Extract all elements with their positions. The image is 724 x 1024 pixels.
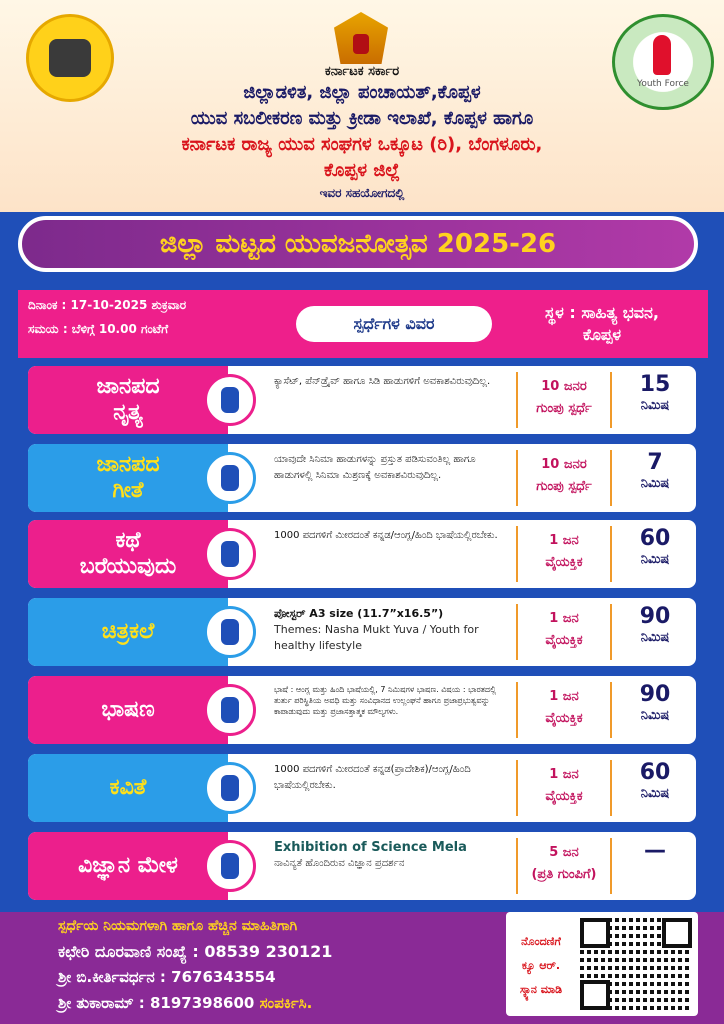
- event-title-banner: ಜಿಲ್ಲಾ ಮಟ್ಟದ ಯುವಜನೋತ್ಸವ 2025-26: [18, 216, 698, 272]
- event-description: ಯಾವುದೇ ಸಿನಿಮಾ ಹಾಡುಗಳನ್ನು ಪ್ರಸ್ತುತ ಪಡಿಸುವಂತಿಲ್ಲ ಹಾಗೂ ಹಾಡುಗಳಲ್ಲಿ ಸಿನಿಮಾ ಮಿಶ್ರಣಕ್ಕೆ ಅವಕಾಶವಿರುವುದಿಲ್ಲ.: [274, 454, 476, 481]
- header: [0, 0, 724, 212]
- dance-icon: [204, 374, 256, 426]
- pen-icon: [204, 762, 256, 814]
- event-description: ಭಾಷೆ : ಆಂಗ್ಲ ಮತ್ತು ಹಿಂದಿ ಭಾಷೆಯಲ್ಲಿ, 7 ನಿಮಿಷಗಳ ಭಾಷಣ. ವಿಷಯ : ಭಾರತದಲ್ಲಿ ತುರ್ತು ಪರಿಸ್ಥಿತಿಯ ಅವಧಿ ಮತ್ತು ಸಂವಿಧಾನದ ಉಲ್ಲಂಘನೆ ಹಾಗೂ ಪ್ರಜಾಪ್ರಭುತ್ವವನ್ನು ಕಾಪಾಡುವುದು ಮತ್ತು ಪ್ರಜಾಸತ್ತಾತ್ಮಕ ಮೌಲ್ಯಗಳು.: [274, 685, 497, 716]
- contact-person-2: ಶ್ರೀ ತುಕಾರಾಮ್ : 8197398600 ಸಂಪರ್ಕಿಸಿ.: [58, 994, 313, 1012]
- microphone-icon: [204, 684, 256, 736]
- event-duration: 90 ನಿಮಿಷ: [639, 604, 671, 645]
- event-name: ಚಿತ್ರಕಲೆ: [28, 598, 228, 666]
- event-duration: 60 ನಿಮಿಷ: [639, 526, 671, 567]
- karnataka-emblem-icon: [334, 12, 388, 64]
- event-description: 1000 ಪದಗಳಿಗೆ ಮೀರದಂತೆ ಕನ್ನಡ/ಆಂಗ್ಲ/ಹಿಂದಿ ಭಾಷೆಯಲ್ಲಿರಬೇಕು.: [274, 530, 498, 541]
- event-duration: —: [644, 838, 666, 863]
- event-duration: 7 ನಿಮಿಷ: [640, 450, 670, 491]
- organizer-line-3: ಕರ್ನಾಟಕ ರಾಜ್ಯ ಯುವ ಸಂಘಗಳ ಒಕ್ಕೂಟ (ರಿ), ಬೆಂಗಳೂರು,: [181, 134, 543, 155]
- singer-icon: [204, 452, 256, 504]
- event-time: ಸಮಯ : ಬೆಳಿಗ್ಗೆ 10.00 ಗಂಟೆಗೆ: [28, 322, 169, 336]
- event-team: 1 ಜನ ವೈಯಕ್ತಿಕ: [516, 604, 612, 660]
- event-row: [28, 676, 696, 744]
- palette-icon: [204, 606, 256, 658]
- event-team: 1 ಜನ ವೈಯಕ್ತಿಕ: [516, 526, 612, 582]
- competition-details-pill: ಸ್ಪರ್ಧೆಗಳ ವಿವರ: [296, 306, 492, 342]
- organizer-line-2: ಯುವ ಸಬಲೀಕರಣ ಮತ್ತು ಕ್ರೀಡಾ ಇಲಾಖೆ, ಕೊಪ್ಪಳ ಹಾಗೂ: [190, 108, 534, 129]
- collaboration-line: ಇವರ ಸಹಯೋಗದಲ್ಲಿ: [319, 186, 405, 200]
- event-row: [28, 444, 696, 512]
- right-logo-text: Youth Force: [637, 79, 689, 89]
- office-phone: ಕಛೇರಿ ದೂರವಾಣಿ ಸಂಖ್ಯೆ : 08539 230121: [58, 942, 333, 961]
- science-icon: [204, 840, 256, 892]
- venue-line-2: ಕೊಪ್ಪಳ: [582, 325, 622, 344]
- event-row: [28, 520, 696, 588]
- qr-instruction: ನೊಂದಣಿಗೆ ಕ್ಯೂ ಆರ್. ಸ್ಕ್ಯಾನ ಮಾಡಿ: [519, 935, 562, 996]
- event-description: ಕ್ಯಾಸೆಟ್, ಪೆನ್‌ಡ್ರೈವ್ ಹಾಗೂ ಸಿಡಿ ಹಾಡುಗಳಿಗೆ ಅವಕಾಶವಿರುವುದಿಲ್ಲ.: [274, 376, 491, 387]
- event-name: ಕಥೆ ಬರೆಯುವುದು: [28, 520, 228, 588]
- contact-person-1: ಶ್ರೀ ಬಿ.ಕೀರ್ತಿವರ್ಧನ : 7676343554: [58, 968, 276, 986]
- event-name: ಜಾನಪದ ನೃತ್ಯ: [28, 366, 228, 434]
- writing-icon: [204, 528, 256, 580]
- event-duration: 15 ನಿಮಿಷ: [639, 372, 671, 413]
- event-info-bar: [18, 290, 708, 358]
- organizer-line-4: ಕೊಪ್ಪಳ ಜಿಲ್ಲೆ: [324, 160, 400, 181]
- event-venue: [504, 302, 700, 346]
- govt-title: ಕರ್ನಾಟಕ ಸರ್ಕಾರ: [324, 64, 400, 79]
- event-date: ದಿನಾಂಕ : 17-10-2025 ಶುಕ್ರವಾರ: [28, 298, 187, 312]
- event-row: [28, 754, 696, 822]
- event-team: 10 ಜನರ ಗುಂಪು ಸ್ಪರ್ಧೆ: [516, 450, 612, 506]
- event-team: 1 ಜನ ವೈಯಕ್ತಿಕ: [516, 760, 612, 816]
- event-description: Exhibition of Science Mela ನಾವಿನ್ಯತೆ ಹೊಂದಿರುವ ವಿಜ್ಞಾನ ಪ್ರದರ್ಶನ: [274, 840, 467, 869]
- event-description: 1000 ಪದಗಳಿಗೆ ಮೀರದಂತೆ ಕನ್ನಡ(ಪ್ರಾದೇಶಿಕ)/ಆಂಗ್ಲ/ಹಿಂದಿ ಭಾಷೆಯಲ್ಲಿರಬೇಕು.: [274, 764, 471, 791]
- event-description: ಪೋಸ್ಟರ್ A3 size (11.7”x16.5”) Themes: Nasha Mukt Yuva / Youth for healthy lifestyle: [274, 607, 479, 652]
- event-duration: 90 ನಿಮಿಷ: [639, 682, 671, 723]
- qr-registration-box: [506, 912, 698, 1016]
- event-name: ಕವಿತೆ: [28, 754, 228, 822]
- event-name: ವಿಜ್ಞಾನ ಮೇಳ: [28, 832, 228, 900]
- event-row: [28, 598, 696, 666]
- organizer-line-1: ಜಿಲ್ಲಾಡಳಿತ, ಜಿಲ್ಲಾ ಪಂಚಾಯತ್,ಕೊಪ್ಪಳ: [243, 82, 481, 103]
- event-name: ಭಾಷಣ: [28, 676, 228, 744]
- venue-line-1: ಸ್ಥಳ : ಸಾಹಿತ್ಯ ಭವನ,: [545, 303, 659, 322]
- event-team: 10 ಜನರ ಗುಂಪು ಸ್ಪರ್ಧೆ: [516, 372, 612, 428]
- event-row: [28, 832, 696, 900]
- event-team: 5 ಜನ (ಪ್ರತಿ ಗುಂಪಿಗೆ): [516, 838, 612, 894]
- footer-heading: ಸ್ಪರ್ಧೆಯ ನಿಯಮಗಳಾಗಿ ಹಾಗೂ ಹೆಚ್ಚಿನ ಮಾಹಿತಿಗಾಗಿ: [58, 918, 298, 934]
- event-duration: 60 ನಿಮಿಷ: [639, 760, 671, 801]
- event-row: [28, 366, 696, 434]
- event-name: ಜಾನಪದ ಗೀತೆ: [28, 444, 228, 512]
- event-team: 1 ಜನ ವೈಯಕ್ತಿಕ: [516, 682, 612, 738]
